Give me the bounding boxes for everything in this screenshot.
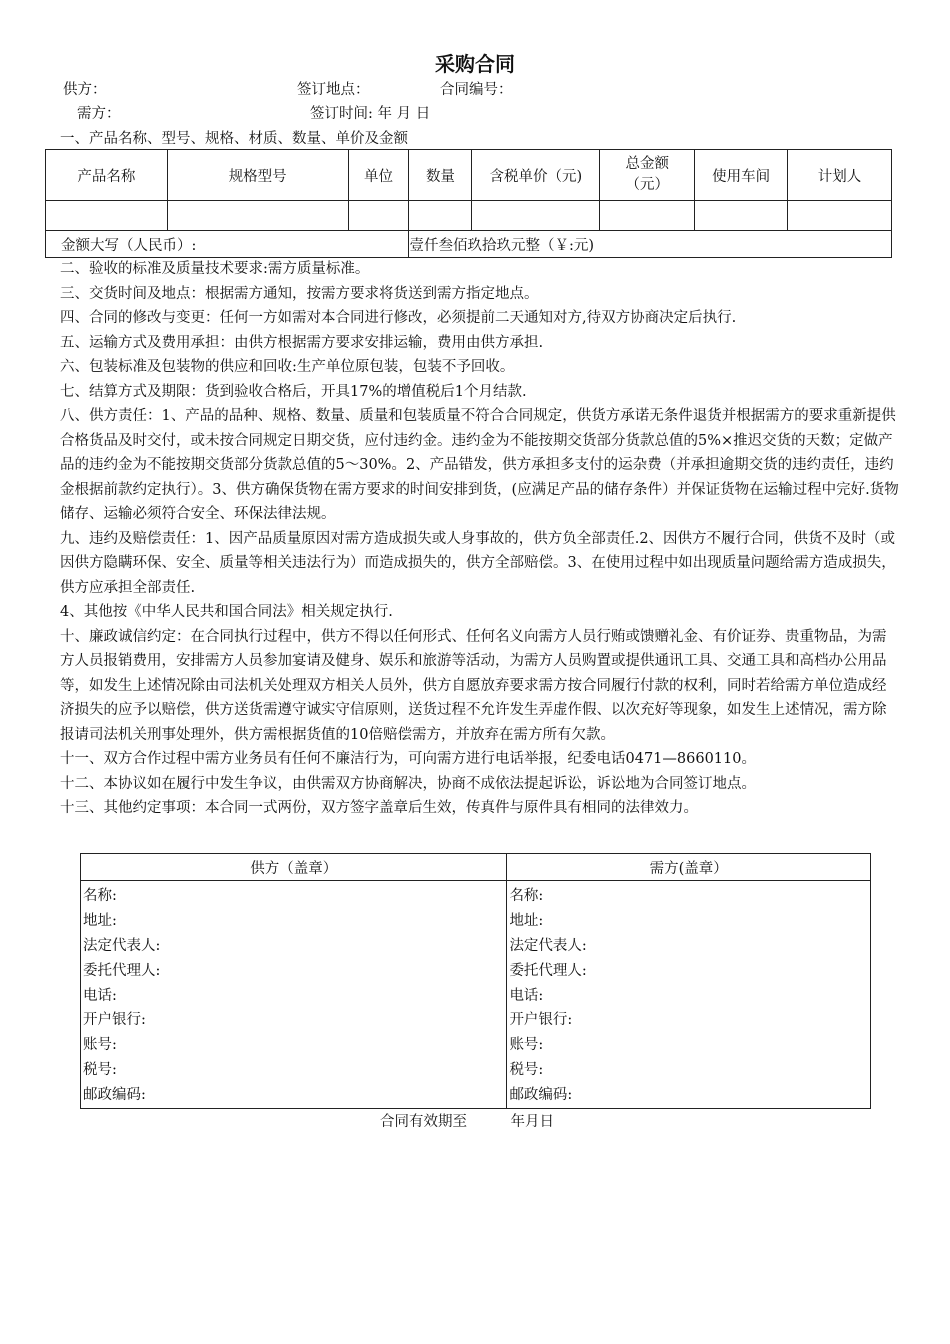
clause-packaging: 六、包装标准及包装物的供应和回收:生产单位原包装，包装不予回收。 xyxy=(60,359,515,375)
clause-other: 十三、其他约定事项：本合同一式两份，双方签字盖章后生效，传真件与原件具有相同的法律效力。 xyxy=(60,800,698,816)
col-workshop: 使用车间 xyxy=(695,150,788,201)
supplier-info-cell xyxy=(81,881,507,1109)
signing-place-label: 签订地点： xyxy=(297,82,370,98)
supplier-legal-rep-field: 法定代表人: xyxy=(83,937,161,954)
goods-table xyxy=(45,149,892,258)
clause-transport: 五、运输方式及费用承担：由供方根据需方要求安排运输，费用由供方承担. xyxy=(60,334,544,351)
buyer-agent-field: 委托代理人: xyxy=(509,962,587,979)
col-planner: 计划人 xyxy=(788,150,892,201)
contract-validity: 合同有效期至 年月日 xyxy=(380,1114,554,1130)
clause-breach-compensation: 九、违约及赔偿责任：1、因产品质量原因对需方造成损失或人身事故的，供方负全部责任.2、因供方不履行合同，供货不及时（或因供方隐瞒环保、安全、质量等相关违法行为）而造成损失的，供方全部赔偿。3、在使用过程中如出现质量问题给需方造成损失，供方应承担全部责任. xyxy=(60,530,896,596)
col-quantity: 数量 xyxy=(409,150,472,201)
supplier-tax-id-field: 税号: xyxy=(83,1062,117,1079)
supplier-label: 供方： xyxy=(63,82,107,98)
clause-contract-law: 4、其他按《中华人民共和国合同法》相关规定执行. xyxy=(60,604,393,620)
buyer-info-cell xyxy=(507,881,871,1109)
buyer-phone-field: 电话: xyxy=(509,987,544,1004)
clause-settlement: 七、结算方式及期限：货到验收合格后，开具17%的增值税后1个月结款. xyxy=(60,383,527,400)
buyer-name-field: 名称: xyxy=(509,888,544,904)
supplier-postcode-field: 邮政编码: xyxy=(83,1087,146,1104)
supplier-address-field: 地址: xyxy=(83,912,117,929)
buyer-postcode-field: 邮政编码: xyxy=(509,1087,573,1104)
section-1-title: 一、产品名称、型号、规格、材质、数量、单价及金额 xyxy=(60,131,408,147)
col-unit-price: 含税单价（元) xyxy=(472,150,600,201)
buyer-address-field: 地址: xyxy=(509,912,544,929)
signature-table xyxy=(80,853,871,1109)
buyer-seal-header: 需方(盖章） xyxy=(507,854,871,881)
col-unit: 单位 xyxy=(348,150,409,201)
supplier-agent-field: 委托代理人: xyxy=(83,962,161,979)
supplier-name-field: 名称: xyxy=(83,888,117,904)
supplier-seal-header: 供方（盖章） xyxy=(81,854,507,881)
contract-number-label: 合同编号： xyxy=(440,82,513,98)
col-total-amount: 总金额（元） xyxy=(600,150,695,201)
goods-table-header-row xyxy=(46,150,892,201)
clause-report-hotline: 十一、双方合作过程中需方业务员有任何不廉洁行为，可向需方进行电话举报，纪委电话0471—8660110。 xyxy=(60,751,756,767)
buyer-bank-field: 开户银行: xyxy=(509,1012,573,1029)
signature-header-row xyxy=(81,854,871,881)
clause-dispute: 十二、本协议如在履行中发生争议，由供需双方协商解决，协商不成依法提起诉讼，诉讼地为合同签订地点。 xyxy=(60,775,756,792)
buyer-label: 需方： xyxy=(77,106,121,122)
amount-in-words-label: 金额大写（人民币）: xyxy=(46,231,409,258)
supplier-phone-field: 电话: xyxy=(83,987,117,1004)
clause-acceptance: 二、验收的标准及质量技术要求:需方质量标准。 xyxy=(60,261,370,277)
col-spec-model: 规格型号 xyxy=(167,150,348,201)
buyer-tax-id-field: 税号: xyxy=(509,1062,544,1079)
signing-time-label: 签订时间: 年 月 日 xyxy=(310,106,431,122)
goods-table-row xyxy=(46,201,892,231)
supplier-bank-field: 开户银行: xyxy=(83,1012,146,1029)
amount-in-words-row xyxy=(46,231,892,258)
clause-modification: 四、合同的修改与变更：任何一方如需对本合同进行修改，必须提前二天通知对方,待双方协商决定后执行. xyxy=(60,310,737,326)
signature-fields-row xyxy=(81,881,871,1109)
clause-delivery: 三、交货时间及地点：根据需方通知，按需方要求将货送到需方指定地点。 xyxy=(60,285,539,302)
col-product-name: 产品名称 xyxy=(46,150,168,201)
document-title: 采购合同 xyxy=(435,52,515,76)
buyer-account-field: 账号: xyxy=(509,1037,544,1054)
supplier-account-field: 账号: xyxy=(83,1037,117,1054)
amount-in-words-value: 壹仟叁佰玖拾玖元整（￥:元) xyxy=(409,231,892,258)
clause-integrity: 十、廉政诚信约定：在合同执行过程中，供方不得以任何形式、任何名义向需方人员行贿或馈赠礼金、有价证券、贵重物品，为需方人员报销费用，安排需方人员参加宴请及健身、娱乐和旅游等活动，为需方人员购置或提供通讯工具、交通工具和高档办公用品等，如发生上述情况除由司法机关处理双方相关人员外，供方自愿放弃要求需方按合同履行付款的权利，同时若给需方单位造成经济损失的应予以赔偿，供方送货需遵守诚实守信原则，送货过程不允许发生弄虚作假、以次充好等现象，如发生上述情况，需方除报请司法机关刑事处理外，供方需根据货值的10倍赔偿需方，并放弃在需方所有欠款。 xyxy=(60,628,887,743)
clause-supplier-liability: 八、供方责任：1、产品的品种、规格、数量、质量和包装质量不符合合同规定，供货方承诺无条件退货并根据需方的要求重新提供合格货品及时交付，或未按合同规定日期交货，应付违约金。违约金为不能按期交货部分货款总值的5%×推迟交货的天数；定做产品的违约金为不能按期交货部分货款总值的5～30%。2、产品错发，供方承担多支付的运杂费（并承担逾期交货的违约责任，违约金根据前款约定执行）。3、供方确保货物在需方要求的时间安排到货，(应满足产品的储存条件）并保证货物在运输过程中完好.货物储存、运输必须符合安全、环保法律法规。 xyxy=(60,408,899,522)
contract-clauses xyxy=(60,257,900,821)
buyer-legal-rep-field: 法定代表人: xyxy=(509,937,587,954)
